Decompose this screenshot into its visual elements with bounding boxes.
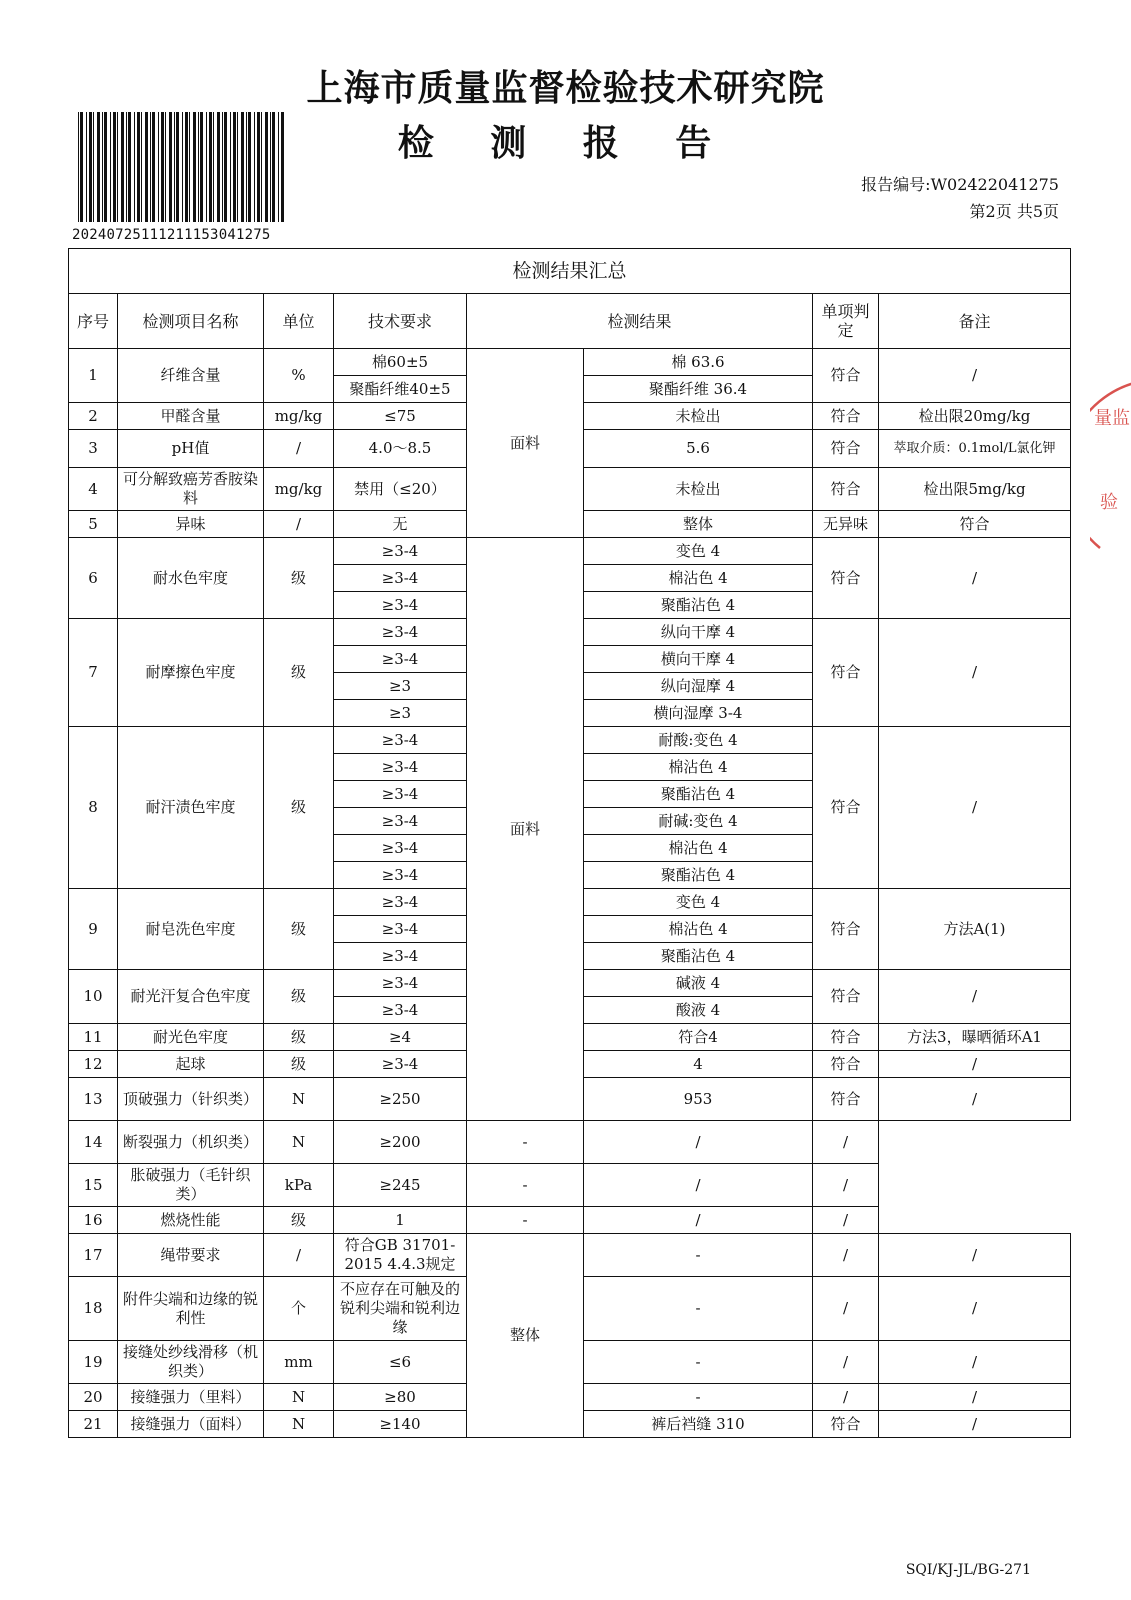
table-row: [69, 1207, 1071, 1234]
table-row: [69, 538, 1071, 565]
row-remark: /: [879, 1341, 1071, 1384]
svg-text:验: 验: [1100, 492, 1118, 513]
barcode-bar: [126, 112, 127, 222]
row-item: 接缝强力（面料）: [118, 1411, 264, 1438]
barcode-bar: [278, 112, 279, 222]
barcode-bar: [137, 112, 140, 222]
row-requirement: 禁用（≤20）: [334, 468, 467, 511]
barcode-bar: [257, 112, 260, 222]
row-requirement: 1: [334, 1207, 467, 1234]
barcode-bar: [254, 112, 255, 222]
row-no: 16: [69, 1207, 118, 1234]
barcode-bar: [104, 112, 107, 222]
row-unit: /: [264, 511, 334, 538]
barcode-bar: [209, 112, 212, 222]
row-requirement: ≥3-4: [334, 592, 467, 619]
barcode-bar: [110, 112, 111, 222]
material-cell: 面料: [467, 538, 584, 1121]
material-cell: 整体: [467, 1234, 584, 1438]
barcode-bar: [206, 112, 207, 222]
header-row: [69, 294, 1071, 349]
row-requirement: 不应存在可触及的锐利尖端和锐利边缘: [334, 1277, 467, 1341]
row-unit: 级: [264, 1207, 334, 1234]
barcode-bar: [165, 112, 166, 222]
row-remark: /: [879, 970, 1071, 1024]
row-no: 3: [69, 430, 118, 468]
row-judgement: 符合: [813, 889, 879, 970]
report-number: 报告编号:W02422041275: [861, 175, 1059, 194]
row-remark: /: [879, 1277, 1071, 1341]
row-unit: 级: [264, 727, 334, 889]
barcode-bar: [237, 112, 238, 222]
row-item: 断裂强力（机织类）: [118, 1121, 264, 1164]
barcode-bar: [248, 112, 251, 222]
row-judgement: 符合: [813, 1051, 879, 1078]
barcode-bar: [176, 112, 179, 222]
row-result: 变色 4: [584, 538, 813, 565]
row-result: 裤后裆缝 310: [584, 1411, 813, 1438]
barcode-bar: [189, 112, 190, 222]
row-item: 绳带要求: [118, 1234, 264, 1277]
row-no: 18: [69, 1277, 118, 1341]
row-requirement: ≥3-4: [334, 997, 467, 1024]
row-judgement: /: [584, 1121, 813, 1164]
results-table: [68, 248, 1071, 1438]
row-unit: mg/kg: [264, 468, 334, 511]
barcode-bar: [152, 112, 155, 222]
row-result: 变色 4: [584, 889, 813, 916]
barcode-bar: [241, 112, 244, 222]
row-judgement: 符合: [813, 468, 879, 511]
row-requirement: ≤75: [334, 403, 467, 430]
row-unit: N: [264, 1411, 334, 1438]
row-remark: /: [813, 1164, 879, 1207]
row-result: 聚酯沾色 4: [584, 781, 813, 808]
row-result: -: [467, 1207, 584, 1234]
row-requirement: ≤6: [334, 1341, 467, 1384]
row-requirement: ≥80: [334, 1384, 467, 1411]
report-title: 检 测 报 告: [397, 123, 734, 164]
row-remark: /: [879, 1078, 1071, 1121]
row-result: -: [467, 1121, 584, 1164]
form-code: SQI/KJ-JL/BG-271: [905, 1562, 1031, 1578]
row-requirement: ≥3-4: [334, 538, 467, 565]
row-unit: N: [264, 1078, 334, 1121]
row-result: 聚酯纤维 36.4: [584, 376, 813, 403]
summary-title-row: [69, 249, 1071, 294]
barcode-bar: [217, 112, 220, 222]
row-judgement: 符合: [813, 1411, 879, 1438]
row-result: -: [584, 1341, 813, 1384]
row-item: 耐摩擦色牢度: [118, 619, 264, 727]
row-unit: N: [264, 1384, 334, 1411]
row-remark: /: [813, 1121, 879, 1164]
row-remark: /: [879, 1234, 1071, 1277]
row-no: 13: [69, 1078, 118, 1121]
row-result: -: [584, 1277, 813, 1341]
row-unit: %: [264, 349, 334, 403]
barcode-bar: [141, 112, 142, 222]
row-no: 10: [69, 970, 118, 1024]
row-remark: 萃取介质：0.1mol/L氯化钾: [879, 430, 1071, 468]
row-no: 8: [69, 727, 118, 889]
row-requirement: ≥3: [334, 673, 467, 700]
table-row: [69, 1164, 1071, 1207]
row-result: 棉沾色 4: [584, 754, 813, 781]
barcode-bar: [113, 112, 116, 222]
barcode-bar: [117, 112, 118, 222]
row-item: 耐皂洗色牢度: [118, 889, 264, 970]
row-result: 符合4: [584, 1024, 813, 1051]
row-item: 起球: [118, 1051, 264, 1078]
row-no: 6: [69, 538, 118, 619]
barcode-bar: [174, 112, 175, 222]
row-judgement: 符合: [813, 727, 879, 889]
row-result: 碱液 4: [584, 970, 813, 997]
row-remark: /: [879, 619, 1071, 727]
barcode-bar: [145, 112, 148, 222]
row-unit: mg/kg: [264, 403, 334, 430]
row-requirement: ≥245: [334, 1164, 467, 1207]
row-judgement: /: [584, 1207, 813, 1234]
row-unit: N: [264, 1121, 334, 1164]
row-item: pH值: [118, 430, 264, 468]
barcode-bar: [265, 112, 268, 222]
row-result: 5.6: [584, 430, 813, 468]
row-item: 接缝处纱线滑移（机织类）: [118, 1341, 264, 1384]
row-unit: 级: [264, 889, 334, 970]
row-judgement: 符合: [879, 511, 1071, 538]
row-requirement: ≥3-4: [334, 862, 467, 889]
row-no: 11: [69, 1024, 118, 1051]
barcode-bar: [185, 112, 188, 222]
row-requirement: ≥3-4: [334, 835, 467, 862]
row-item: 耐光汗复合色牢度: [118, 970, 264, 1024]
row-requirement: ≥3-4: [334, 916, 467, 943]
row-result: 棉沾色 4: [584, 565, 813, 592]
row-requirement: ≥3-4: [334, 1051, 467, 1078]
barcode-bar: [89, 112, 92, 222]
row-item: 耐水色牢度: [118, 538, 264, 619]
row-remark: 检出限20mg/kg: [879, 403, 1071, 430]
row-item: 耐汗渍色牢度: [118, 727, 264, 889]
barcode-bar: [233, 112, 236, 222]
row-requirement: ≥3: [334, 700, 467, 727]
barcode-bar: [128, 112, 131, 222]
col-header-item: 检测项目名称: [118, 294, 264, 349]
row-result: -: [467, 1164, 584, 1207]
barcode-number: 20240725111211153041275: [72, 227, 271, 243]
row-no: 20: [69, 1384, 118, 1411]
barcode-bar: [169, 112, 172, 222]
row-no: 14: [69, 1121, 118, 1164]
row-no: 2: [69, 403, 118, 430]
row-result: 未检出: [584, 468, 813, 511]
row-remark: /: [879, 1051, 1071, 1078]
row-unit: /: [264, 1234, 334, 1277]
row-item: 胀破强力（毛针织类）: [118, 1164, 264, 1207]
table-row: [69, 1121, 1071, 1164]
row-unit: 级: [264, 619, 334, 727]
row-result: 聚酯沾色 4: [584, 592, 813, 619]
row-requirement: 4.0～8.5: [334, 430, 467, 468]
row-item: 燃烧性能: [118, 1207, 264, 1234]
row-judgement: /: [813, 1277, 879, 1341]
row-judgement: /: [584, 1164, 813, 1207]
row-requirement: ≥250: [334, 1078, 467, 1121]
barcode-bar: [97, 112, 100, 222]
row-judgement: 符合: [813, 619, 879, 727]
row-remark: /: [879, 538, 1071, 619]
table-row: [69, 349, 1071, 376]
row-unit: 级: [264, 970, 334, 1024]
barcode-bar: [182, 112, 183, 222]
row-remark: /: [879, 1384, 1071, 1411]
row-result: 4: [584, 1051, 813, 1078]
row-result: 棉沾色 4: [584, 835, 813, 862]
row-no: 17: [69, 1234, 118, 1277]
row-no: 1: [69, 349, 118, 403]
row-no: 21: [69, 1411, 118, 1438]
barcode-bar: [150, 112, 151, 222]
barcode-bar: [102, 112, 103, 222]
row-item: 附件尖端和边缘的锐利性: [118, 1277, 264, 1341]
row-result: 耐碱:变色 4: [584, 808, 813, 835]
row-requirement: ≥3-4: [334, 781, 467, 808]
barcode-image: [78, 112, 284, 222]
col-header-requirement: 技术要求: [334, 294, 467, 349]
row-result: 酸液 4: [584, 997, 813, 1024]
summary-title: 检测结果汇总: [69, 249, 1071, 294]
row-result: 聚酯沾色 4: [584, 943, 813, 970]
row-requirement: ≥140: [334, 1411, 467, 1438]
row-requirement: ≥3-4: [334, 727, 467, 754]
row-result: 纵向干摩 4: [584, 619, 813, 646]
row-result: 聚酯沾色 4: [584, 862, 813, 889]
row-requirement: 聚酯纤维40±5: [334, 376, 467, 403]
material-cell: 整体: [584, 511, 813, 538]
row-item: 甲醛含量: [118, 403, 264, 430]
barcode-bar: [121, 112, 124, 222]
row-result: -: [584, 1384, 813, 1411]
row-result: 纵向湿摩 4: [584, 673, 813, 700]
row-item: 接缝强力（里料）: [118, 1384, 264, 1411]
row-requirement: ≥3-4: [334, 754, 467, 781]
row-unit: 个: [264, 1277, 334, 1341]
row-result: 横向干摩 4: [584, 646, 813, 673]
row-unit: kPa: [264, 1164, 334, 1207]
row-result: -: [584, 1234, 813, 1277]
col-header-no: 序号: [69, 294, 118, 349]
col-header-remark: 备注: [879, 294, 1071, 349]
row-unit: 级: [264, 538, 334, 619]
row-result: 耐酸:变色 4: [584, 727, 813, 754]
row-item: 纤维含量: [118, 349, 264, 403]
row-unit: 级: [264, 1051, 334, 1078]
row-result: 953: [584, 1078, 813, 1121]
barcode-bar: [86, 112, 87, 222]
svg-text:量监: 量监: [1094, 408, 1130, 429]
row-judgement: /: [813, 1234, 879, 1277]
row-requirement: ≥3-4: [334, 943, 467, 970]
barcode-bar: [270, 112, 271, 222]
row-requirement: ≥3-4: [334, 565, 467, 592]
row-judgement: 符合: [813, 970, 879, 1024]
row-no: 9: [69, 889, 118, 970]
row-no: 7: [69, 619, 118, 727]
row-requirement: ≥3-4: [334, 970, 467, 997]
row-judgement: 符合: [813, 403, 879, 430]
row-remark: /: [879, 349, 1071, 403]
barcode-bar: [230, 112, 231, 222]
institute-name: 上海市质量监督检验技术研究院: [306, 68, 825, 109]
row-result: 横向湿摩 3-4: [584, 700, 813, 727]
row-result: 未检出: [584, 403, 813, 430]
row-result: 无异味: [813, 511, 879, 538]
barcode-bar: [80, 112, 83, 222]
material-cell: 面料: [467, 349, 584, 538]
row-unit: 级: [264, 1024, 334, 1051]
row-judgement: /: [813, 1341, 879, 1384]
row-item: 顶破强力（针织类）: [118, 1078, 264, 1121]
barcode-bar: [198, 112, 199, 222]
table-row: [69, 1234, 1071, 1277]
row-result: 棉 63.6: [584, 349, 813, 376]
barcode-bar: [213, 112, 214, 222]
row-no: 19: [69, 1341, 118, 1384]
row-requirement: 无: [334, 511, 467, 538]
row-remark: 方法A(1): [879, 889, 1071, 970]
row-item: 可分解致癌芳香胺染料: [118, 468, 264, 511]
row-result: 棉沾色 4: [584, 916, 813, 943]
row-requirement: ≥3-4: [334, 646, 467, 673]
row-remark: /: [879, 727, 1071, 889]
row-unit: mm: [264, 1341, 334, 1384]
barcode-bar: [134, 112, 135, 222]
row-judgement: /: [813, 1384, 879, 1411]
row-requirement: ≥4: [334, 1024, 467, 1051]
red-seal-stamp: [1090, 378, 1131, 558]
row-remark: 检出限5mg/kg: [879, 468, 1071, 511]
barcode-bar: [246, 112, 247, 222]
barcode-bar: [158, 112, 159, 222]
row-no: 15: [69, 1164, 118, 1207]
barcode-bar: [281, 112, 284, 222]
row-judgement: 符合: [813, 349, 879, 403]
row-judgement: 符合: [813, 1078, 879, 1121]
row-item: 耐光色牢度: [118, 1024, 264, 1051]
barcode-bar: [272, 112, 275, 222]
row-item: 异味: [118, 511, 264, 538]
col-header-unit: 单位: [264, 294, 334, 349]
row-requirement: 棉60±5: [334, 349, 467, 376]
barcode-bar: [78, 112, 79, 222]
col-header-judgement: 单项判定: [813, 294, 879, 349]
row-remark: 方法3，曝晒循环A1: [879, 1024, 1071, 1051]
row-unit: /: [264, 430, 334, 468]
barcode-bar: [200, 112, 203, 222]
barcode-bar: [93, 112, 94, 222]
row-remark: /: [813, 1207, 879, 1234]
barcode-bar: [161, 112, 164, 222]
row-no: 12: [69, 1051, 118, 1078]
row-remark: /: [879, 1411, 1071, 1438]
row-no: 5: [69, 511, 118, 538]
row-judgement: 符合: [813, 430, 879, 468]
row-requirement: ≥3-4: [334, 889, 467, 916]
col-header-result: 检测结果: [467, 294, 813, 349]
row-requirement: 符合GB 31701-2015 4.4.3规定: [334, 1234, 467, 1277]
row-no: 4: [69, 468, 118, 511]
barcode-bar: [222, 112, 223, 222]
barcode-bar: [193, 112, 196, 222]
row-judgement: 符合: [813, 538, 879, 619]
page-info: 第2页 共5页: [969, 202, 1059, 221]
row-requirement: ≥3-4: [334, 619, 467, 646]
barcode-bar: [261, 112, 262, 222]
row-requirement: ≥3-4: [334, 808, 467, 835]
row-requirement: ≥200: [334, 1121, 467, 1164]
row-judgement: 符合: [813, 1024, 879, 1051]
barcode-bar: [224, 112, 227, 222]
